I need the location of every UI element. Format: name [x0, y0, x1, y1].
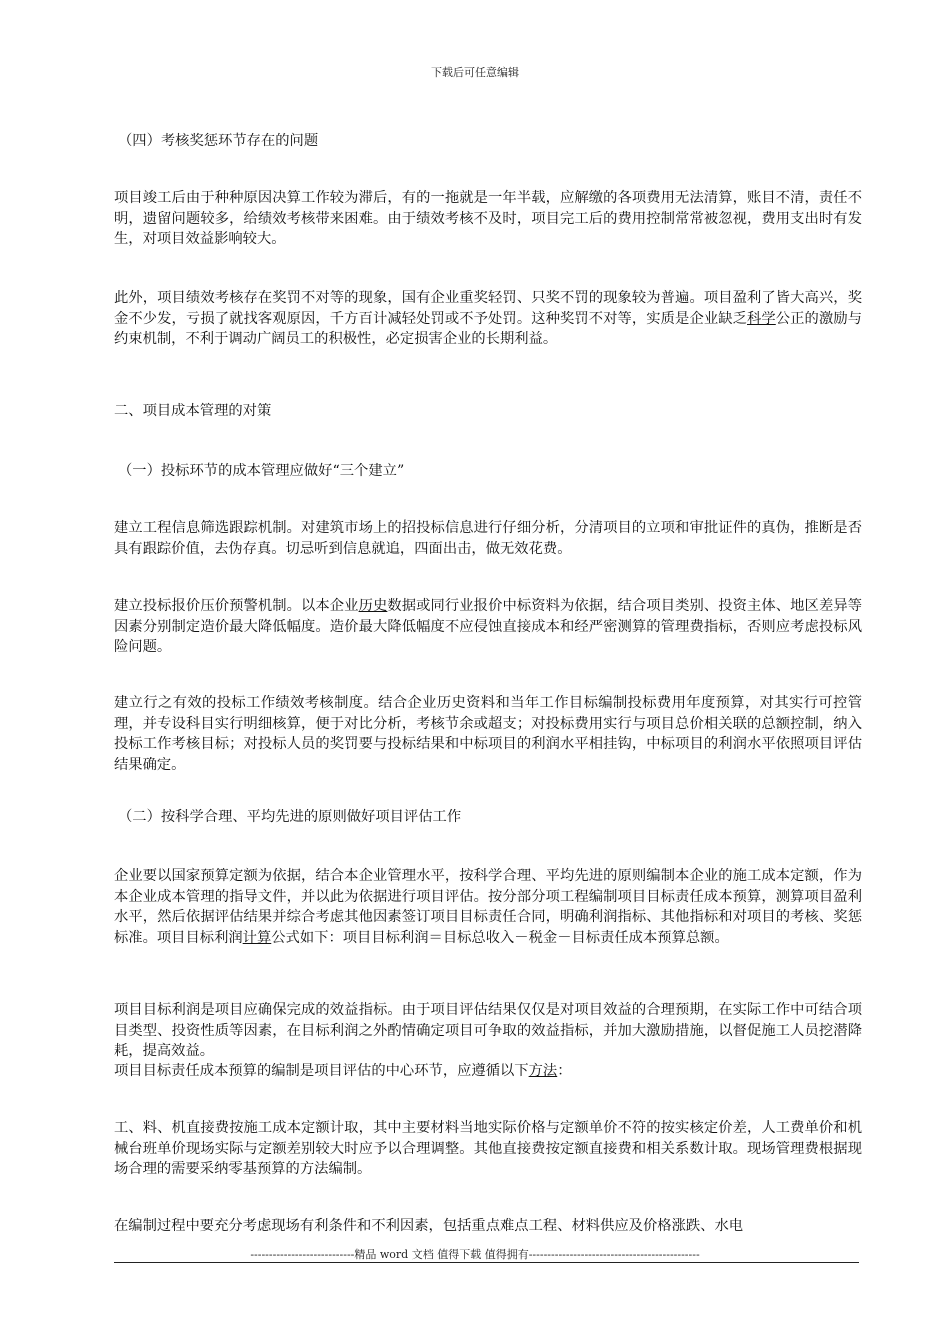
link-science[interactable]: 科学	[747, 310, 776, 327]
paragraph-text: 数据或同行业报价中标资料为依据，结合项目类别、投资主体、地区差异等因素分别制定造价最大降低幅度。造价最大降低幅度不应侵蚀直接成本和经严密测算的管理费指标，否则应考虑投标风险问题。	[114, 598, 863, 655]
section-heading-assessment-problems: （四）考核奖惩环节存在的问题	[118, 133, 319, 149]
paragraph-text: 公式如下：项目目标利润＝目标总收入－税金－目标责任成本预算总额。	[271, 929, 729, 946]
section-heading-evaluation: （二）按科学合理、平均先进的原则做好项目评估工作	[118, 809, 462, 825]
paragraph-price-warning	[114, 596, 862, 658]
paragraph-compilation-factors: 在编制过程中要充分考虑现场有利条件和不利因素，包括重点难点工程、材料供应及价格涨跌、水电	[114, 1218, 744, 1234]
link-method[interactable]: 方法	[528, 1063, 558, 1079]
link-calculation[interactable]: 计算	[242, 929, 272, 946]
paragraph-text: 建立投标报价压价预警机制。以本企业	[114, 598, 359, 614]
paragraph-cost-quota	[114, 866, 862, 948]
paragraph-bid-performance: 建立行之有效的投标工作绩效考核制度。结合企业历史资料和当年工作目标编制投标费用年度预算，对其实行可控管理，并专设科目实行明细核算，便于对比分析，考核节余或超支；对投标费用实行与项目总价相关联的总额控制，纳入投标工作考核目标；对投标人员的奖罚要与投标结果和中标项目的利润水平相挂钩，中标项目的利润水平依照项目评估结果确定。	[114, 695, 862, 773]
footer-rule	[114, 1262, 859, 1263]
page-header: 下载后可任意编辑	[431, 66, 519, 79]
paragraph-info-tracking: 建立工程信息筛选跟踪机制。对建筑市场上的招投标信息进行仔细分析，分清项目的立项和审批证件的真伪，推断是否具有跟踪价值，去伪存真。切忌听到信息就追，四面出击，做无效花费。	[114, 520, 862, 557]
section-heading-countermeasures: 二、项目成本管理的对策	[114, 403, 272, 419]
paragraph-text: 企业要以国家预算定额为依据，结合本企业管理水平，按科学合理、平均先进的原则编制本企业的施工成本定额，作为本企业成本管理的指导文件，并以此为依据进行项目评估。按分部分项工程编制项目目标责任成本预算，测算项目盈利水平，然后依据评估结果并综合考虑其他因素签订项目目标责任合同，明确利润指标、其他指标和对项目的考核、奖惩标准。项目目标利润	[114, 868, 862, 946]
paragraph-text: 公正的激励与约束机制，不利于调动广阔员工的积极性，必定损害企业的长期利益。	[114, 310, 863, 347]
paragraph-target-profit: 项目目标利润是项目应确保完成的效益指标。由于项目评估结果仅仅是对项目效益的合理预期，在实际工作中可结合项目类型、投资性质等因素，在目标利润之外酌情确定项目可争取的效益指标，并加大激励措施，以督促施工人员挖潜降耗，提高效益。	[114, 1002, 862, 1059]
page-footer: ----------------------------精品 word 文档 值得下载 值得拥有----------------------------------------------	[250, 1248, 700, 1261]
link-history[interactable]: 历史	[358, 598, 388, 614]
section-heading-bidding: （一）投标环节的成本管理应做好“三个建立”	[118, 463, 405, 479]
paragraph-settlement-delay: 项目竣工后由于种种原因决算工作较为滞后，有的一拖就是一年半载，应解缴的各项费用无法清算，账目不清，责任不明，遗留问题较多，给绩效考核带来困难。由于绩效考核不及时，项目完工后的费用控制常常被忽视，费用支出时有发生，对项目效益影响较大。	[114, 190, 862, 247]
paragraph-direct-costs: 工、料、机直接费按施工成本定额计取，其中主要材料当地实际价格与定额单价不符的按实核定价差，人工费单价和机械台班单价现场实际与定额差别较大时应予以合理调整。其他直接费按定额直接费和相关系数计取。现场管理费根据现场合理的需要采纳零基预算的方法编制。	[114, 1120, 862, 1177]
paragraph-text: 项目目标责任成本预算的编制是项目评估的中心环节，应遵循以下	[114, 1063, 529, 1079]
paragraph-reward-punishment	[114, 288, 862, 350]
paragraph-text: 此外，项目绩效考核存在奖罚不对等的现象，国有企业重奖轻罚、只奖不罚的现象较为普遍。项目盈利了皆大高兴，奖金不少发，亏损了就找客观原因，千方百计减轻处罚或不予处罚。这种奖罚不对等，实质是企业缺乏	[114, 290, 862, 327]
paragraph-budget-method	[114, 1061, 862, 1082]
paragraph-text: ：	[557, 1063, 572, 1079]
